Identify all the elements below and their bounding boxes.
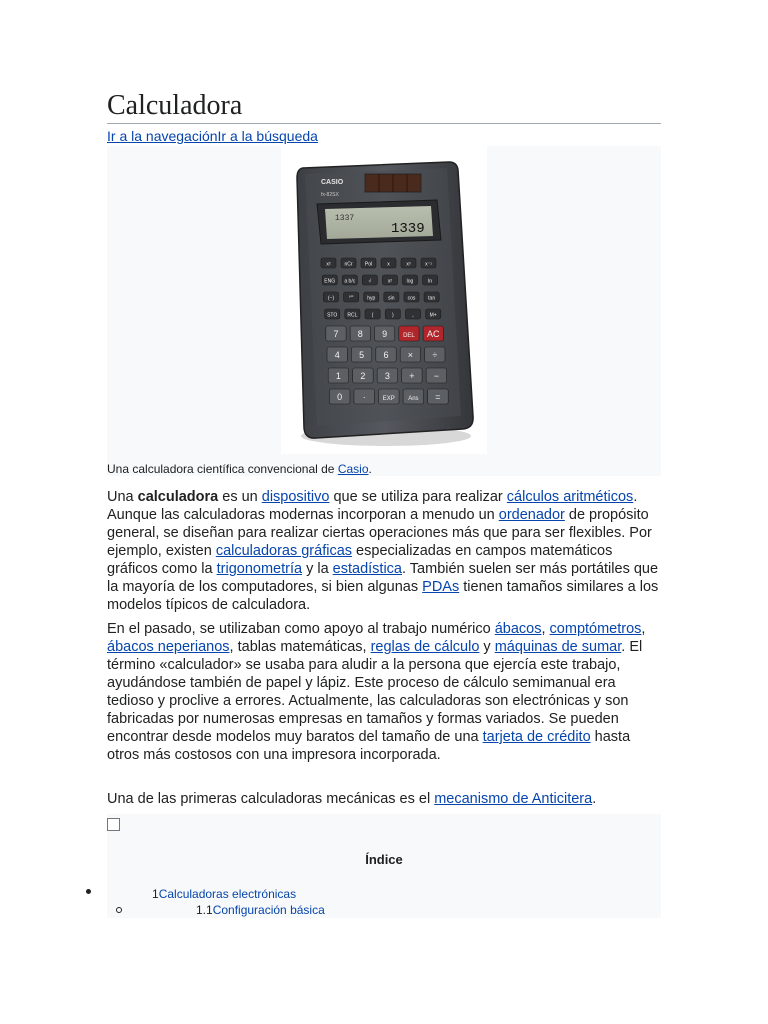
calculator-key-label: x² (326, 261, 331, 268)
toc-link-configuracion-basica[interactable]: Configuración básica (212, 903, 325, 917)
calculator-key-label: ( (371, 312, 374, 319)
calculator-key-label: cos (407, 295, 416, 302)
display-readout: 1339 (391, 221, 425, 237)
calculator-key-label: 4 (334, 350, 340, 360)
calculator-key-label: ENG (324, 278, 336, 285)
toc-number: 1 (152, 887, 159, 901)
calculator-key-label: RCL (347, 312, 358, 319)
jump-to-search-link[interactable]: Ir a la búsqueda (217, 128, 318, 144)
calculator-key-label: Pol (364, 261, 373, 268)
link-estadistica[interactable]: estadística (332, 561, 402, 577)
calculator-key-label: a b/c (344, 278, 356, 285)
calculator-key-label: log (406, 278, 414, 285)
calculator-key-label: x² (387, 278, 393, 285)
calculator-key-label: AC (426, 329, 440, 339)
calculator-key-label: · (362, 392, 366, 402)
calculator-key-label: hyp (367, 295, 376, 302)
text: Una de las primeras calculadoras mecánicas es el (107, 791, 435, 807)
casio-calculator-picture (281, 146, 487, 454)
link-trigonometria[interactable]: trigonometría (216, 561, 303, 577)
jump-to-navigation-link[interactable]: Ir a la navegación (107, 128, 218, 144)
link-calculadoras-graficas[interactable]: calculadoras gráficas (215, 543, 353, 559)
link-comptometros[interactable]: comptómetros (549, 621, 642, 637)
link-dispositivo[interactable]: dispositivo (261, 489, 330, 505)
toc-toggle-checkbox[interactable] (107, 818, 120, 831)
page-title: Calculadora (107, 88, 661, 124)
text: hasta otros más costosos con una impresora incorporada. (107, 729, 631, 763)
calculator-key-label: tan (428, 295, 436, 302)
link-mecanismo-de-anticitera[interactable]: mecanismo de Anticitera (434, 791, 593, 807)
text: y la (302, 561, 333, 577)
calculator-key-label: x⁻¹ (425, 261, 432, 268)
calculator-key-label: EXP (382, 396, 395, 402)
calculator-key-label: 7 (333, 329, 339, 339)
calculator-image[interactable] (281, 146, 487, 454)
link-abacos-neperianos[interactable]: ábacos neperianos (107, 639, 230, 655)
calculator-key-label: Ans (408, 396, 419, 402)
link-abacos[interactable]: ábacos (494, 621, 542, 637)
text: especializadas en campos matemáticos gráficos como la (107, 543, 613, 577)
caption-text: Una calculadora científica convencional de (107, 462, 338, 476)
calculator-key-label: sin (388, 295, 395, 302)
link-reglas-de-calculo[interactable]: reglas de cálculo (370, 639, 480, 655)
text: es un (218, 489, 262, 505)
toc-title: Índice (365, 852, 403, 867)
toc-item-1-1[interactable] (196, 903, 325, 917)
table-of-contents (107, 814, 661, 918)
link-pdas[interactable]: PDAs (422, 579, 460, 595)
text: , (641, 621, 646, 637)
sublist-bullet (116, 907, 122, 913)
display-small-readout: 1337 (335, 214, 355, 223)
bold-term: calculadora (137, 489, 219, 505)
calculator-key-label: ln (428, 278, 433, 285)
text: que se utiliza para realizar (329, 489, 507, 505)
link-tarjeta-de-credito[interactable]: tarjeta de crédito (482, 729, 591, 745)
calculator-key-label: 1 (335, 371, 341, 381)
calculator-key-label: M+ (429, 312, 437, 319)
calculator-key-label: 6 (383, 350, 389, 360)
calculator-key-label: STO (327, 312, 338, 319)
caption-period: . (368, 462, 372, 476)
calculator-key-label: = (435, 392, 441, 402)
calculator-key-label: nCr (344, 261, 353, 268)
calculator-key-label: x (387, 261, 390, 268)
text: . También suelen ser más portátiles que la mayoría de los computadores, si bien algunas (107, 561, 659, 595)
anticitera-paragraph (107, 790, 661, 808)
text: . El término «calculador» se usaba para aludir a la persona que ejercía este trabajo, ayudándose también de papel y lápiz. Este proceso de cálculo semimanual era tedioso y proclive a errores. Actualmente, las calculadoras son electrónicas y son fabricadas por numerosas empresas en tamaños y formas variados. Se pueden encontrar desde modelos muy baratos del tamaño de una (107, 639, 643, 745)
toc-number: 1.1 (196, 903, 213, 917)
link-ordenador[interactable]: ordenador (498, 507, 565, 523)
toc-link-calculadoras-electronicas[interactable]: Calculadoras electrónicas (158, 887, 297, 901)
calculator-key-label: DEL (403, 333, 415, 339)
text: . Aunque las calculadoras modernas incorporan a menudo un (107, 489, 638, 523)
calculator-key-label: 8 (357, 329, 363, 339)
calculator-key-label: , (412, 312, 414, 319)
text: y (479, 639, 495, 655)
calculator-key-label: 5 (359, 350, 365, 360)
intro-paragraph (107, 488, 661, 614)
thumbnail-figure (107, 146, 661, 476)
calculator-key-label: 9 (382, 329, 388, 339)
text: tienen tamaños similares a los modelos típicos de calculadora. (107, 579, 659, 613)
calculator-key-label: − (433, 371, 439, 381)
text: Una (107, 489, 138, 505)
link-maquinas-de-sumar[interactable]: máquinas de sumar (494, 639, 622, 655)
casio-link[interactable]: Casio (337, 462, 369, 476)
text: , (541, 621, 550, 637)
calculator-key-label: 0 (337, 392, 343, 402)
toc-item-1[interactable] (152, 887, 296, 901)
calculator-key-label: + (409, 371, 415, 381)
calculator-key-label: ÷ (432, 350, 438, 360)
calculator-key-label: √ (368, 278, 372, 285)
calculator-key-label: x³ (406, 261, 411, 268)
calculator-key-label: (−) (327, 295, 335, 302)
brand-label: CASIO (321, 179, 344, 186)
history-paragraph (107, 620, 661, 764)
text: En el pasado, se utilizaban como apoyo al trabajo numérico (107, 621, 495, 637)
calculator-key-label: 2 (360, 371, 366, 381)
calculator-key-label: ) (391, 312, 394, 319)
list-bullet (86, 889, 91, 894)
model-label: fx-82SX (321, 192, 339, 198)
calculator-key-label: × (407, 350, 414, 360)
text: , tablas matemáticas, (229, 639, 371, 655)
jump-links (107, 128, 318, 144)
text: . (592, 791, 597, 807)
calculator-key-label: °'" (348, 295, 354, 302)
calculator-key-label: 3 (384, 371, 390, 381)
figure-caption (107, 462, 372, 476)
link-calculos-aritmeticos[interactable]: cálculos aritméticos (506, 489, 634, 505)
text: de propósito general, se diseñan para realizar ciertas operaciones más que para ser flexibles. Por ejemplo, existen (107, 507, 652, 559)
